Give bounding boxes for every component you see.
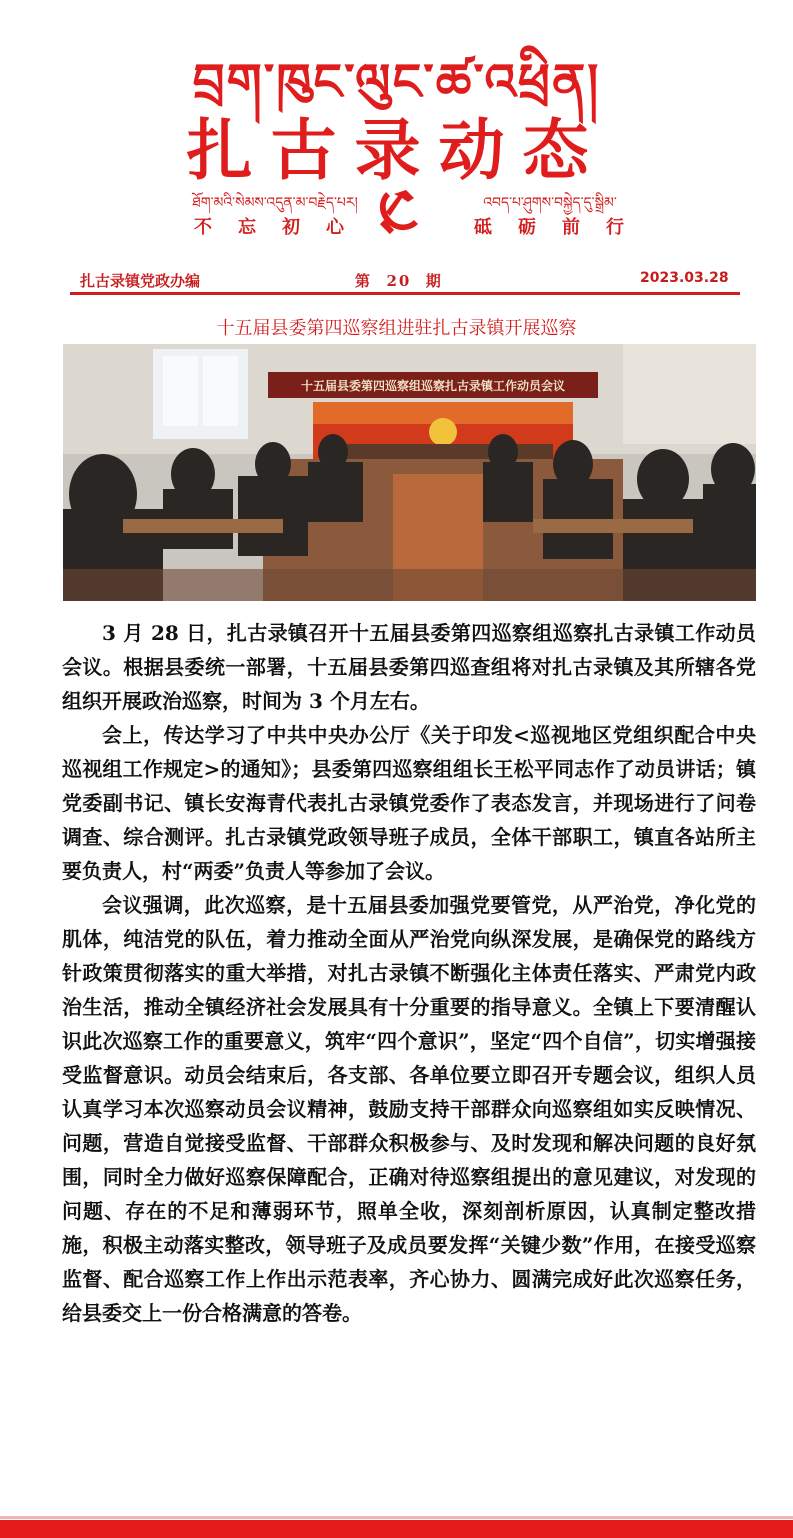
issue-date: 2023.03.28: [640, 270, 729, 286]
footer-accent-line: [0, 1516, 793, 1519]
article-paragraph: 会上，传达学习了中共中央办公厅《关于印发<巡视地区党组织配合中央巡视组工作规定>的通知》；县委第四巡察组组长王松平同志作了动员讲话；镇党委副书记、镇长安海青代表扎古录镇党委作了表态发言，并现场进行了问卷调查、综合测评。扎古录镇党政领导班子成员，全体干部职工，镇直各站所主要负责人，村“两委”负责人等参加了会议。: [62, 723, 756, 883]
slogan-left-chinese: 不忘初心: [194, 217, 370, 238]
article-paragraph: 3 月 28 日，扎古录镇召开十五届县委第四巡察组巡察扎古录镇工作动员会议。根据县委统一部署，十五届县委第四巡查组将对扎古录镇及其所辖各党组织开展政治巡察，时间为 3 个月左右。: [62, 621, 756, 713]
party-emblem-icon: [372, 184, 424, 236]
article-headline: 十五届县委第四巡察组进驻扎古录镇开展巡察: [216, 318, 577, 339]
article-paragraph: 会议强调，此次巡察，是十五届县委加强党要管党，从严治党，净化党的肌体，纯洁党的队伍，着力推动全面从严治党向纵深发展，是确保党的路线方针政策贯彻落实的重大举措，对扎古录镇不断强化主体责任落实、严肃党内政治生活，推动全镇经济社会发展具有十分重要的指导意义。全镇上下要清醒认识此次巡察工作的重要意义，筑牢“四个意识”，坚定“四个自信”，切实增强接受监督意识。动员会结束后，各支部、各单位要立即召开专题会议，组织人员认真学习本次巡察动员会议精神，鼓励支持干部群众向巡察组如实反映情况、问题，营造自觉接受监督、干部群众积极参与、及时发现和解决问题的良好氛围，同时全力做好巡察保障配合，正确对待巡察组提出的意见建议，对发现的问题、存在的不足和薄弱环节，照单全收，深刻剖析原因，认真制定整改措施，积极主动落实整改，领导班子及成员要发挥“关键少数”作用，在接受巡察监督、配合巡察工作上作出示范表率，齐心协力、圆满完成好此次巡察任务，给县委交上一份合格满意的答卷。: [62, 893, 756, 1325]
issuer-label: 扎古录镇党政办编: [80, 272, 201, 290]
masthead-chinese-title: 扎古录动态: [186, 111, 607, 189]
masthead-tibetan-title: བྲག་ཁུང་ལུང་ཚ་འཕྲིན།: [192, 53, 601, 111]
footer-red-bar: [0, 1520, 793, 1538]
header-rule: [70, 292, 740, 295]
slogan-right-chinese: 砥砺前行: [474, 217, 650, 238]
slogan-left-tibetan: ཐོག་མའི་སེམས་འདུན་མ་བརྗེད་པར།: [192, 195, 358, 211]
meeting-photo: [63, 344, 756, 601]
slogan-right-tibetan: འབད་པ་ཤུགས་བསྐྱེད་དུ་སྒྲིམ་: [483, 195, 617, 211]
photo-banner-text: 十五届县委第四巡察组巡察扎古录镇工作动员会议: [300, 379, 566, 393]
issue-number: 第 20 期: [355, 272, 443, 290]
article-body: [62, 616, 756, 1330]
